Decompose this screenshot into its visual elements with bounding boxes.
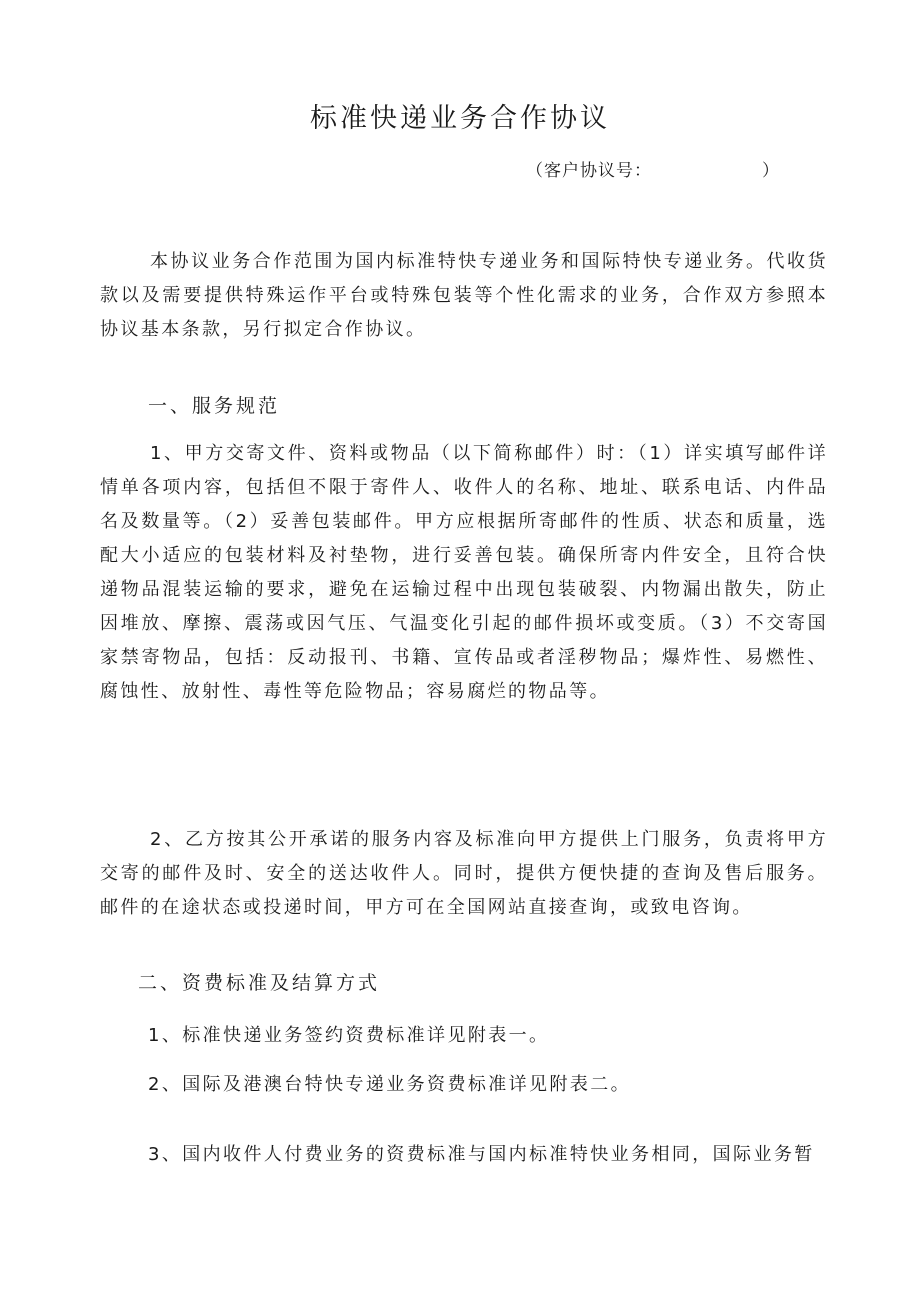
section2-heading: 二、资费标准及结算方式	[138, 972, 381, 994]
client-agreement-number-close: ）	[762, 161, 780, 181]
client-agreement-number-label: （客户协议号：	[526, 161, 652, 181]
document-title: 标准快递业务合作协议	[310, 103, 610, 134]
section1-item2: 2、乙方按其公开承诺的服务内容及标准向甲方提供上门服务，负责将甲方交寄的邮件及时、安全的送达收件人。同时，提供方便快捷的查询及售后服务。邮件的在途状态或投递时间，甲方可在全国网站直接查询，或致电咨询。	[100, 829, 828, 918]
section2-item3: 3、国内收件人付费业务的资费标准与国内标准特快业务相同，国际业务暂	[148, 1144, 815, 1165]
client-agreement-number	[526, 156, 780, 181]
section2-item1: 1、标准快递业务签约资费标准详见附表一。	[148, 1025, 550, 1046]
intro-paragraph: 本协议业务合作范围为国内标准特快专递业务和国际特快专递业务。代收货款以及需要提供特殊运作平台或特殊包装等个性化需求的业务，合作双方参照本协议基本条款，另行拟定合作协议。	[100, 251, 828, 340]
section1-heading: 一、服务规范	[148, 395, 281, 417]
section1-item1: 1、甲方交寄文件、资料或物品（以下简称邮件）时：（1）详实填写邮件详情单各项内容，包括但不限于寄件人、收件人的名称、地址、联系电话、内件品名及数量等。（2）妥善包装邮件。甲方应根据所寄邮件的性质、状态和质量，选配大小适应的包装材料及衬垫物，进行妥善包装。确保所寄内件安全，且符合快递物品混装运输的要求，避免在运输过程中出现包装破裂、内物漏出散失，防止因堆放、摩擦、震荡或因气压、气温变化引起的邮件损坏或变质。（3）不交寄国家禁寄物品，包括：反动报刊、书籍、宣传品或者淫秽物品；爆炸性、易燃性、腐蚀性、放射性、毒性等危险物品；容易腐烂的物品等。	[100, 443, 828, 702]
section2-item2: 2、国际及港澳台特快专递业务资费标准详见附表二。	[148, 1074, 632, 1095]
